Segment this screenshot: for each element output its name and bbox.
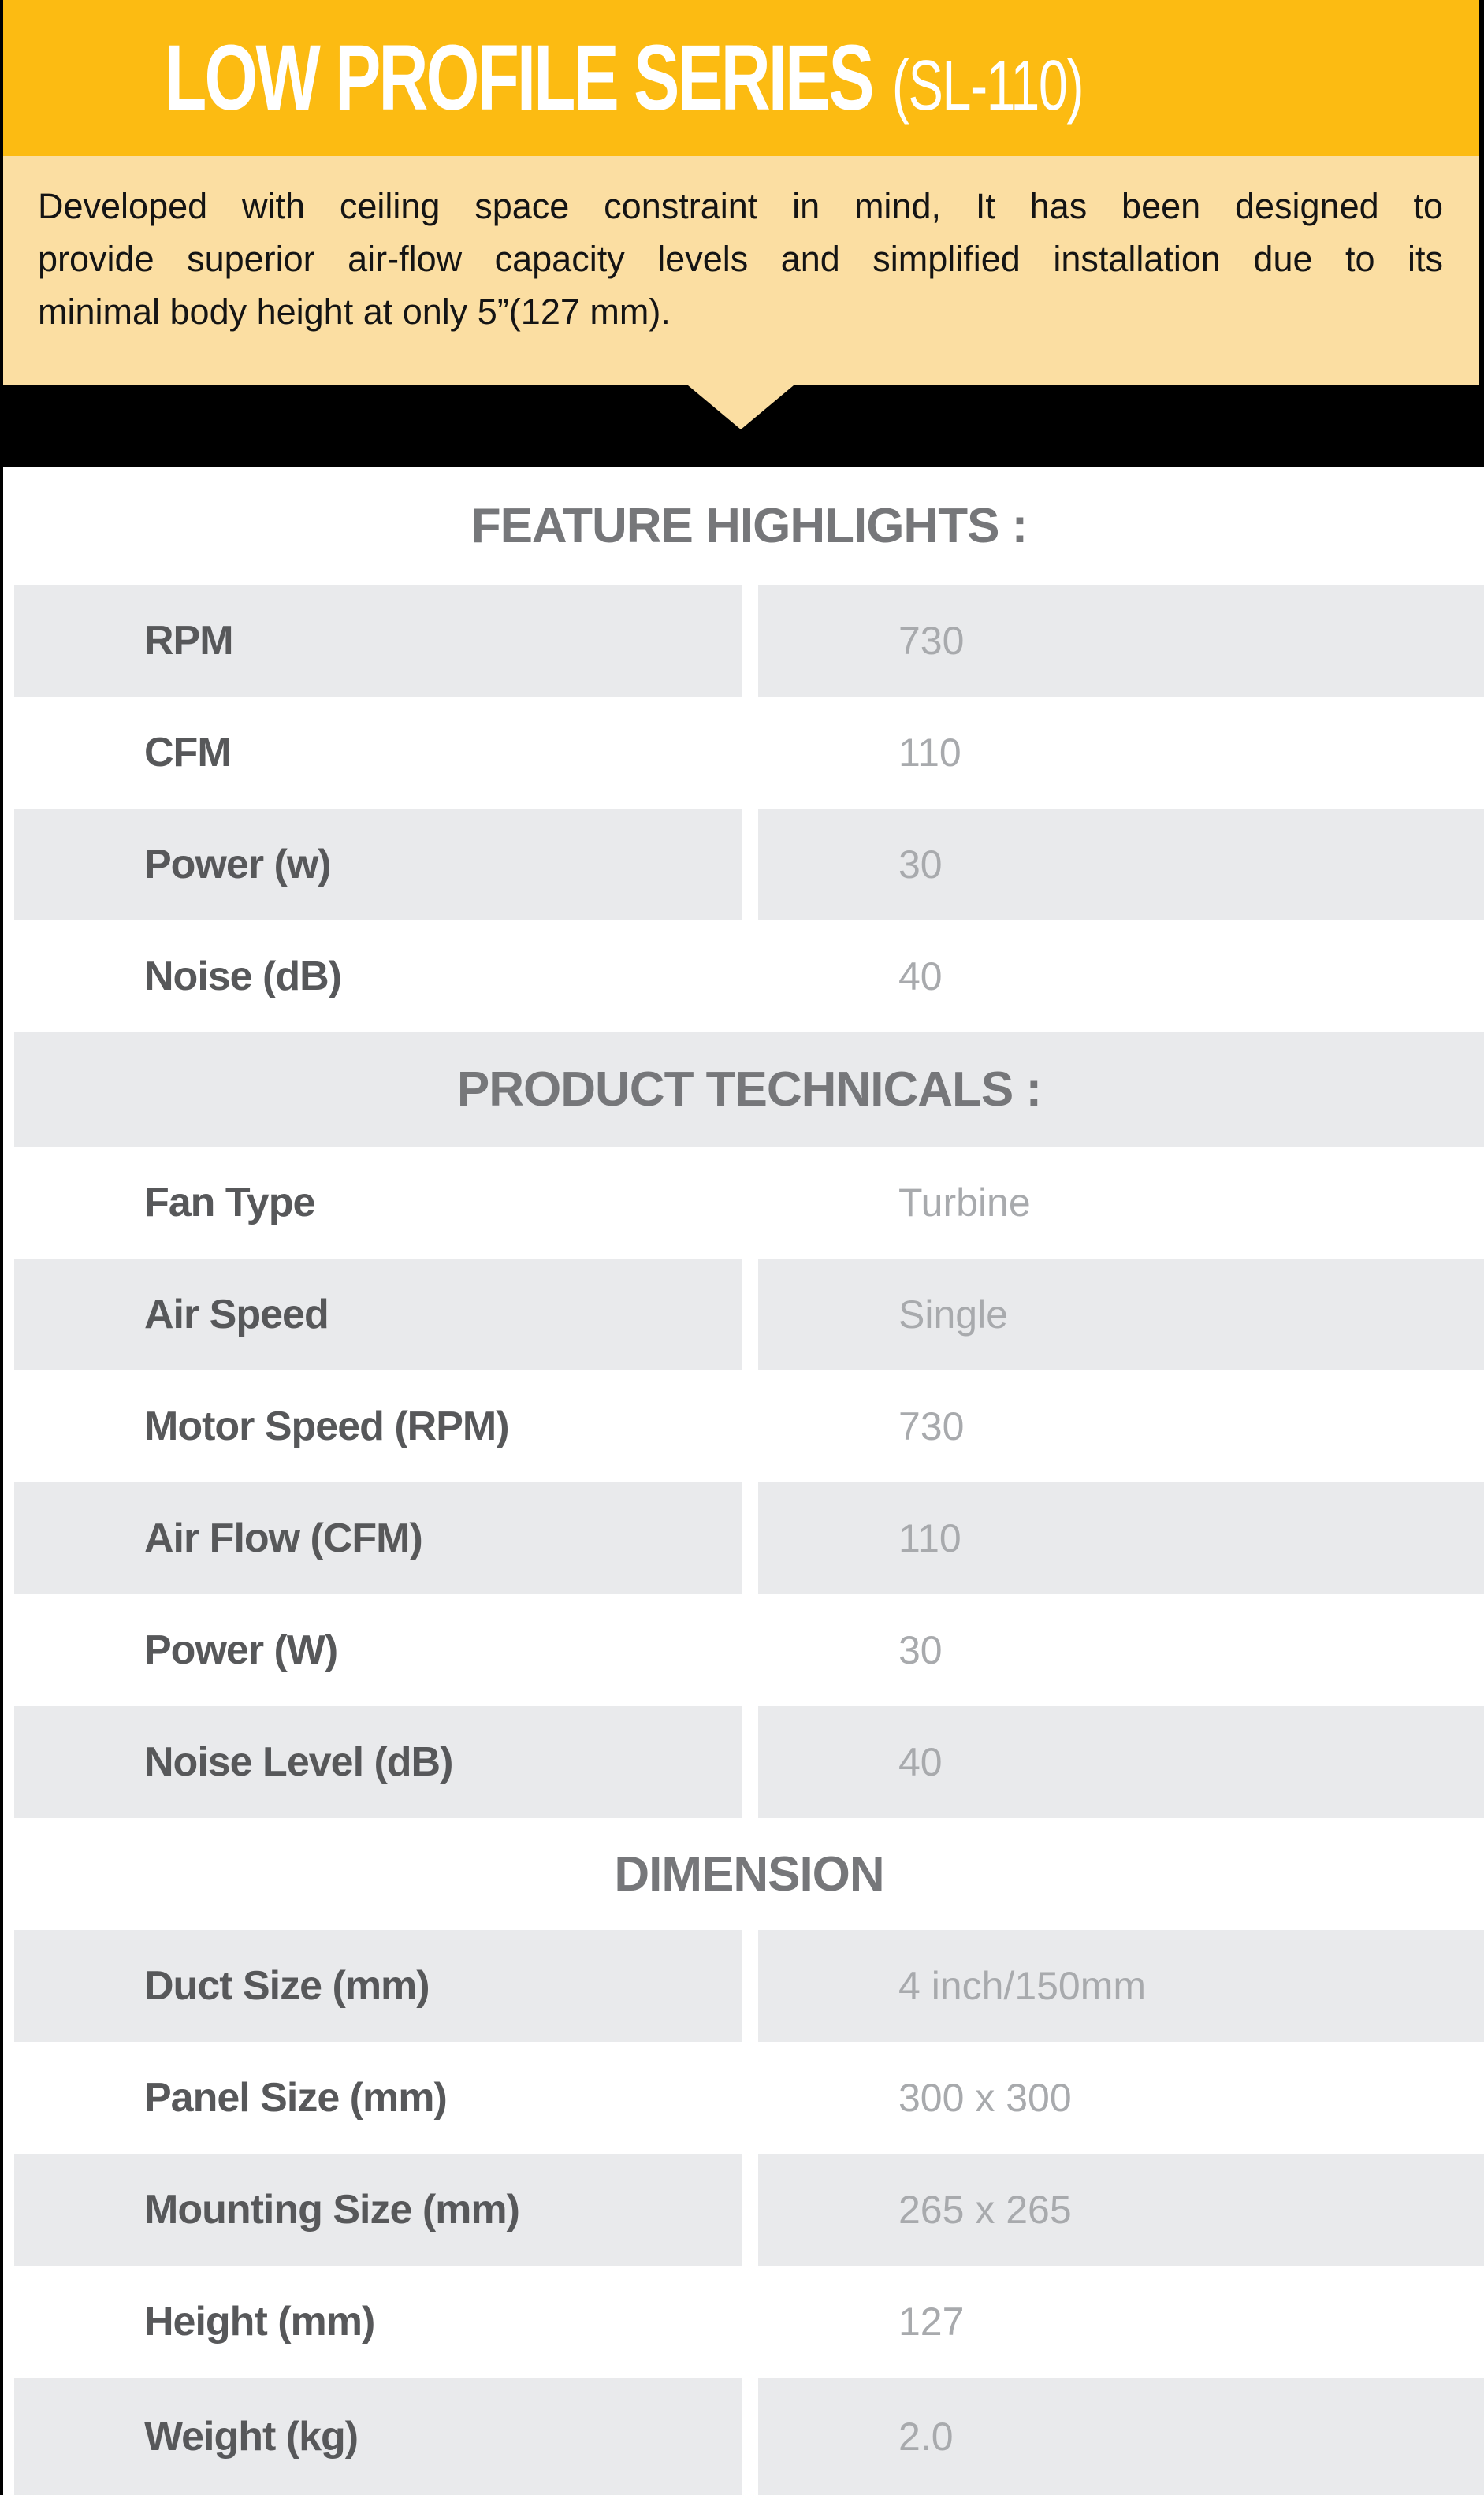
spec-label-cell [14, 1594, 742, 1706]
spec-row [14, 2378, 1484, 2495]
spec-label: CFM [144, 730, 231, 775]
spec-value: 40 [898, 1740, 943, 1784]
description-banner [3, 156, 1479, 385]
section-heading-text: DIMENSION [614, 1846, 884, 1902]
header-banner [3, 0, 1479, 156]
column-gap [742, 1259, 758, 1370]
spec-value-cell [758, 1259, 1484, 1370]
spec-label-cell [14, 1259, 742, 1370]
spec-row [14, 1594, 1484, 1706]
spec-label: Weight (kg) [144, 2414, 359, 2460]
left-edge-strip [0, 0, 3, 2495]
column-gap [742, 697, 758, 809]
spec-label: Air Speed [144, 1292, 329, 1337]
spec-value-cell [758, 2266, 1484, 2378]
spec-value: 110 [898, 1516, 961, 1560]
spec-row [14, 1259, 1484, 1370]
spec-label: Power (W) [144, 1627, 338, 1673]
spec-row [14, 2154, 1484, 2266]
spec-label-cell [14, 1147, 742, 1259]
column-gap [742, 1370, 758, 1482]
spec-value-cell [758, 2378, 1484, 2495]
column-gap [742, 585, 758, 697]
spec-label-cell [14, 585, 742, 697]
spec-value: 265 x 265 [898, 2188, 1072, 2232]
spec-value-cell [758, 1370, 1484, 1482]
spec-label-cell [14, 1482, 742, 1594]
column-gap [742, 809, 758, 920]
spec-row [14, 1370, 1484, 1482]
column-gap [742, 2042, 758, 2154]
spec-value: Single [898, 1292, 1008, 1337]
spec-value: 730 [898, 1404, 965, 1448]
spec-row [14, 1930, 1484, 2042]
page-title [165, 24, 1083, 132]
column-gap [742, 2266, 758, 2378]
section-heading [14, 467, 1484, 585]
separator-band [0, 385, 1484, 467]
spec-row [14, 585, 1484, 697]
column-gap [742, 1482, 758, 1594]
spec-row [14, 2266, 1484, 2378]
spec-value: 2.0 [898, 2415, 954, 2459]
spec-label: Duct Size (mm) [144, 1963, 430, 2009]
spec-value-cell [758, 1930, 1484, 2042]
right-edge-strip [1479, 0, 1484, 467]
spec-value: 4 inch/150mm [898, 1964, 1147, 2008]
spec-label: Air Flow (CFM) [144, 1515, 422, 1561]
spec-label: Noise Level (dB) [144, 1739, 453, 1785]
spec-label: Panel Size (mm) [144, 2075, 447, 2121]
spec-label-cell [14, 1930, 742, 2042]
spec-value-cell [758, 697, 1484, 809]
spec-value-cell [758, 1147, 1484, 1259]
spec-label: Fan Type [144, 1180, 315, 1225]
spec-label: RPM [144, 618, 233, 664]
column-gap [742, 1930, 758, 2042]
spec-value-cell [758, 1482, 1484, 1594]
column-gap [742, 1147, 758, 1259]
column-gap [742, 2378, 758, 2495]
spec-value-cell [758, 1706, 1484, 1818]
page-title-model: (SL-110) [891, 46, 1084, 125]
spec-value-cell [758, 585, 1484, 697]
spec-row [14, 920, 1484, 1032]
spec-value-cell [758, 809, 1484, 920]
column-gap [742, 1706, 758, 1818]
description-line: minimal body height at only 5”(127 mm). [38, 292, 671, 332]
spec-label: Power (w) [144, 842, 331, 887]
spec-label-cell [14, 1706, 742, 1818]
section-heading-text: PRODUCT TECHNICALS : [456, 1062, 1042, 1117]
spec-row [14, 697, 1484, 809]
spec-value: 30 [898, 842, 943, 887]
column-gap [742, 1594, 758, 1706]
spec-value-cell [758, 2042, 1484, 2154]
spec-value: 127 [898, 2300, 965, 2344]
spec-value: 300 x 300 [898, 2076, 1072, 2120]
spec-value: Turbine [898, 1181, 1031, 1225]
spec-value-cell [758, 1594, 1484, 1706]
section-heading [14, 1032, 1484, 1147]
spec-row [14, 1706, 1484, 1818]
spec-value-cell [758, 2154, 1484, 2266]
spec-label: Motor Speed (RPM) [144, 1404, 509, 1449]
notch-triangle-icon [688, 385, 794, 429]
spec-row [14, 809, 1484, 920]
spec-label-cell [14, 2378, 742, 2495]
spec-label-cell [14, 2154, 742, 2266]
spec-label-cell [14, 697, 742, 809]
spec-value: 30 [898, 1628, 943, 1672]
spec-label: Height (mm) [144, 2299, 375, 2344]
spec-value: 110 [898, 731, 961, 775]
section-heading [14, 1818, 1484, 1930]
spec-label-cell [14, 2042, 742, 2154]
description-line: Developed with ceiling space constraint in mind, It has been designed to [38, 186, 1443, 226]
spec-row [14, 2042, 1484, 2154]
spec-value-cell [758, 920, 1484, 1032]
page-title-text: LOW PROFILE SERIES [165, 26, 872, 130]
column-gap [742, 2154, 758, 2266]
spec-label: Noise (dB) [144, 954, 341, 999]
description-line: provide superior air-flow capacity levels and simplified installation due to its [38, 239, 1443, 279]
spec-table [0, 467, 1484, 2495]
section-heading-text: FEATURE HIGHLIGHTS : [470, 498, 1028, 553]
spec-row [14, 1147, 1484, 1259]
spec-label-cell [14, 920, 742, 1032]
spec-value: 40 [898, 954, 943, 998]
spec-row [14, 1482, 1484, 1594]
column-gap [742, 920, 758, 1032]
spec-label-cell [14, 1370, 742, 1482]
spec-label-cell [14, 2266, 742, 2378]
spec-label-cell [14, 809, 742, 920]
spec-value: 730 [898, 619, 965, 663]
spec-label: Mounting Size (mm) [144, 2187, 519, 2233]
